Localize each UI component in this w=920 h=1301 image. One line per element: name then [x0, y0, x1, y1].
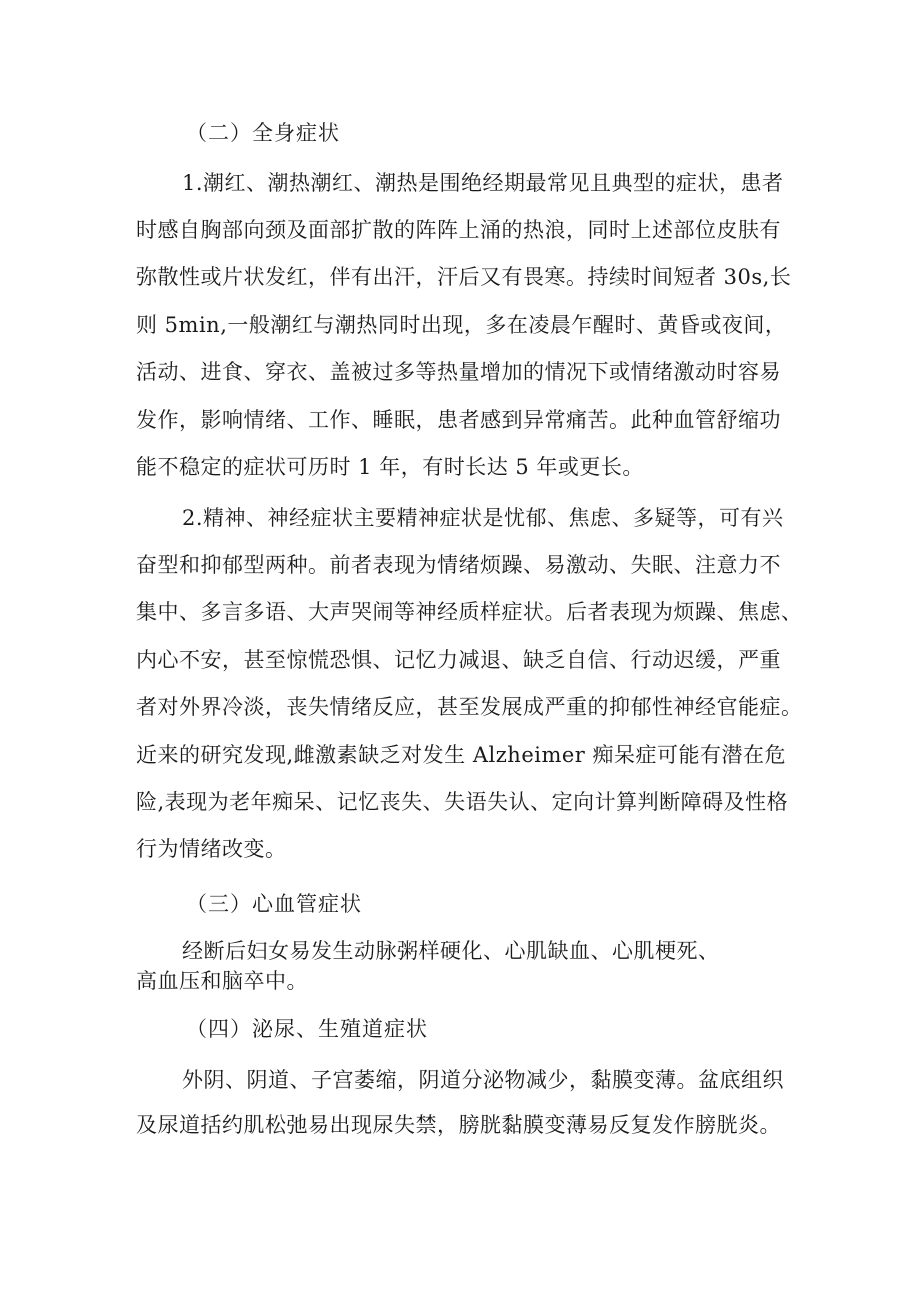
section-heading-4: （四）泌尿、生殖道症状: [186, 1017, 428, 1041]
paragraph-line: 活动、进食、穿衣、盖被过多等热量增加的情况下或情绪激动时容易: [136, 360, 781, 384]
paragraph-line: 能不稳定的症状可历时 1 年，有时长达 5 年或更长。: [136, 455, 644, 479]
paragraph-line: 及尿道括约肌松弛易出现尿失禁，膀胱黏膜变薄易反复发作膀胱炎。: [136, 1113, 781, 1137]
paragraph-line: 行为情绪改变。: [136, 837, 287, 861]
paragraph-line: 近来的研究发现,雌激素缺乏对发生 Alzheimer 痴呆症可能有潜在危: [136, 743, 787, 767]
paragraph-line: 者对外界冷淡，丧失情绪反应，甚至发展成严重的抑郁性神经官能症。: [136, 695, 803, 719]
paragraph-line: 1.潮红、潮热潮红、潮热是围绝经期最常见且典型的症状，患者: [182, 171, 784, 195]
paragraph-line: 弥散性或片状发红，伴有出汗，汗后又有畏寒。持续时间短者 30s,长: [136, 265, 792, 289]
paragraph-line: 险,表现为老年痴呆、记忆丧失、失语失认、定向计算判断障碍及性格: [136, 790, 789, 814]
paragraph-line: 集中、多言多语、大声哭闹等神经质样症状。后者表现为烦躁、焦虑、: [136, 600, 803, 624]
section-heading-2: （二）全身症状: [186, 121, 340, 145]
paragraph-line: 发作，影响情绪、工作、睡眠，患者感到异常痛苦。此种血管舒缩功: [136, 408, 781, 432]
paragraph-line: 奋型和抑郁型两种。前者表现为情绪烦躁、易激动、失眠、注意力不: [136, 553, 781, 577]
paragraph-line: 则 5min,一般潮红与潮热同时出现，多在凌晨乍醒时、黄昏或夜间，: [136, 313, 787, 337]
section-heading-3: （三）心血管症状: [186, 892, 362, 916]
paragraph-line: 内心不安，甚至惊慌恐惧、记忆力减退、缺乏自信、行动迟缓，严重: [136, 648, 781, 672]
paragraph-line: 2.精神、神经症状主要精神症状是忧郁、焦虑、多疑等，可有兴: [182, 506, 784, 530]
paragraph-line: 外阴、阴道、子宫萎缩，阴道分泌物减少，黏膜变薄。盆底组织: [182, 1068, 784, 1092]
paragraph-line: 高血压和脑卒中。: [136, 969, 308, 993]
paragraph-line: 经断后妇女易发生动脉粥样硬化、心肌缺血、心肌梗死、: [182, 939, 720, 963]
paragraph-line: 时感自胸部向颈及面部扩散的阵阵上涌的热浪，同时上述部位皮肤有: [136, 218, 781, 242]
